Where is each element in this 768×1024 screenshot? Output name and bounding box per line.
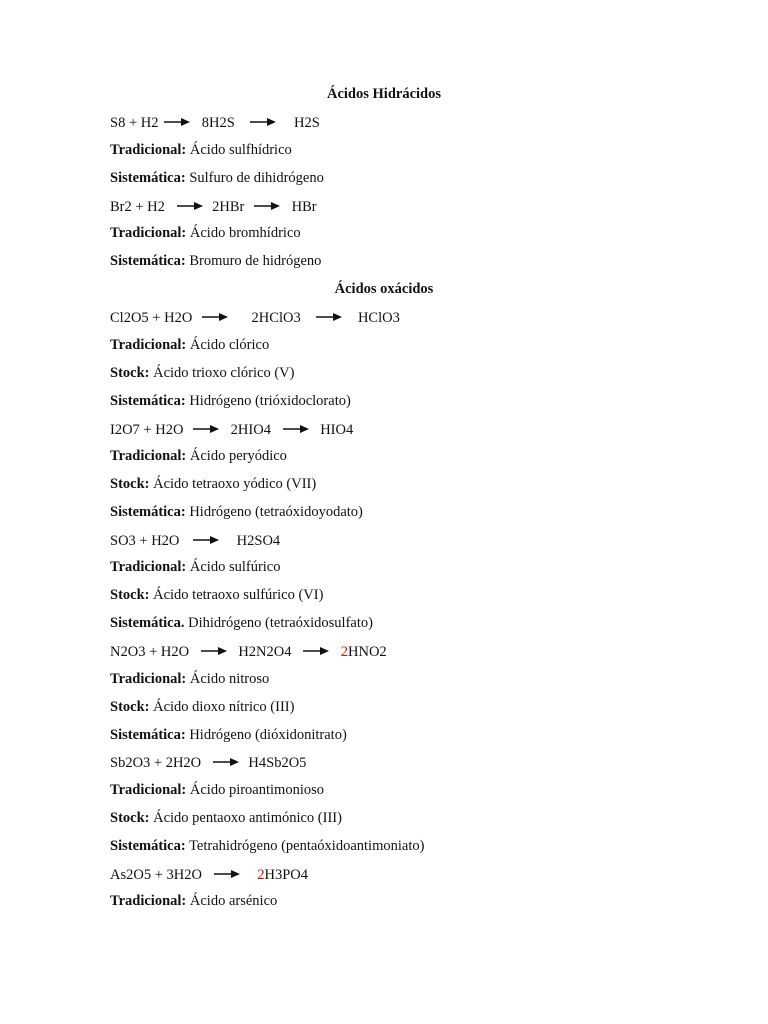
equation-reactants: SO3 + H2O [110,532,180,549]
equation-intermediate: 2HBr [212,198,245,215]
heading-oxacidos: Ácidos oxácidos [334,281,434,297]
name-line [110,725,347,745]
label-sistematica: Sistemática: [110,504,186,520]
equation-reactants: Br2 + H2 [110,198,165,215]
equation-product: HClO3 [357,309,400,326]
reaction-arrow-icon [177,201,203,211]
reaction-arrow-icon [193,535,219,545]
name-line [110,502,363,522]
equation-reactants: N2O3 + H2O [110,643,190,660]
label-sistematica: Sistemática: [110,170,186,186]
name-line [110,557,281,577]
coefficient: 2 [257,867,265,883]
reaction-arrow-icon [254,201,280,211]
name-value: Ácido sulfhídrico [189,142,292,158]
label-sistematica: Sistemática: [110,393,186,409]
equation-reactants: As2O5 + 3H2O [110,866,202,883]
name-value: Ácido tetraoxo yódico (VII) [153,476,317,492]
coefficient: 2 [340,644,348,660]
equation-line [110,196,317,217]
name-line [110,474,316,494]
name-line [110,251,321,271]
name-line [110,585,323,605]
label-stock: Stock: [110,365,150,381]
name-line [110,223,301,243]
name-line [110,335,269,355]
name-line [110,613,373,633]
equation-line [110,530,280,551]
equation-intermediate: 2HClO3 [251,309,301,326]
label-stock: Stock: [110,699,150,715]
reaction-arrow-icon [193,424,219,434]
equation-intermediate: 2HIO4 [230,421,271,438]
equation-reactants: I2O7 + H2O [110,421,184,438]
name-value: Bromuro de hidrógeno [189,253,322,269]
label-stock: Stock: [110,810,150,826]
label-stock: Stock: [110,587,150,603]
label-tradicional: Tradicional: [110,559,187,575]
name-value: Hidrógeno (trióxidoclorato) [189,393,351,409]
label-tradicional: Tradicional: [110,893,187,909]
name-value: Sulfuro de dihidrógeno [189,170,324,186]
label-tradicional: Tradicional: [110,782,187,798]
name-line [110,168,324,188]
reaction-arrow-icon [316,312,342,322]
label-sistematica: Sistemática: [110,838,186,854]
name-value: Ácido pentaoxo antimónico (III) [153,810,342,826]
reaction-arrow-icon [283,424,309,434]
name-line [110,697,294,717]
equation-line [110,307,400,328]
name-value: Tetrahidrógeno (pentaóxidoantimoniato) [189,838,425,854]
label-sistematica: Sistemática: [110,727,186,743]
reaction-arrow-icon [213,757,239,767]
name-value: Hidrógeno (dióxidonitrato) [189,727,347,743]
equation-reactants: Cl2O5 + H2O [110,309,193,326]
label-stock: Stock: [110,476,150,492]
name-line [110,669,269,689]
name-value: Ácido nitroso [189,671,270,687]
equation-line [110,752,306,773]
equation-line [110,112,320,133]
name-value: Ácido bromhídrico [189,225,301,241]
name-value: Ácido tetraoxo sulfúrico (VI) [153,587,324,603]
name-value: Ácido arsénico [189,893,278,909]
equation-product [257,864,308,885]
equation-product: H2S [294,114,320,131]
label-tradicional: Tradicional: [110,225,187,241]
product-formula: HNO2 [348,644,387,660]
label-tradicional: Tradicional: [110,142,187,158]
label-sistematica: Sistemática: [110,253,186,269]
name-value: Ácido sulfúrico [189,559,281,575]
equation-product: H4Sb2O5 [248,754,307,771]
name-line [110,140,292,160]
equation-product: H2SO4 [236,532,281,549]
heading-hidracidos: Ácidos Hidrácidos [327,86,441,102]
product-formula: H3PO4 [264,867,308,883]
label-tradicional: Tradicional: [110,671,187,687]
equation-product: HIO4 [320,421,354,438]
reaction-arrow-icon [250,117,276,127]
equation-intermediate: 8H2S [201,114,235,131]
equation-product: HBr [291,198,317,215]
name-line [110,836,424,856]
name-value: Ácido clórico [189,337,270,353]
equation-line [110,864,308,885]
name-value: Hidrógeno (tetraóxidoyodato) [189,504,363,520]
name-line [110,808,342,828]
name-line [110,363,294,383]
equation-reactants: Sb2O3 + 2H2O [110,754,202,771]
reaction-arrow-icon [202,312,228,322]
name-value: Ácido trioxo clórico (V) [153,365,295,381]
equation-product [341,641,387,662]
label-sistematica: Sistemática. [110,615,185,631]
equation-line [110,419,353,440]
reaction-arrow-icon [214,869,240,879]
name-value: Ácido piroantimonioso [189,782,325,798]
equation-reactants: S8 + H2 [110,114,159,131]
label-tradicional: Tradicional: [110,448,187,464]
name-value: Ácido peryódico [189,448,287,464]
reaction-arrow-icon [201,646,227,656]
name-line [110,391,351,411]
name-line [110,780,324,800]
label-tradicional: Tradicional: [110,337,187,353]
equation-intermediate: H2N2O4 [238,643,292,660]
name-value: Dihidrógeno (tetraóxidosulfato) [188,615,373,631]
reaction-arrow-icon [303,646,329,656]
equation-line [110,641,387,662]
name-line [110,891,277,911]
name-line [110,446,287,466]
name-value: Ácido dioxo nítrico (III) [153,699,295,715]
reaction-arrow-icon [164,117,190,127]
